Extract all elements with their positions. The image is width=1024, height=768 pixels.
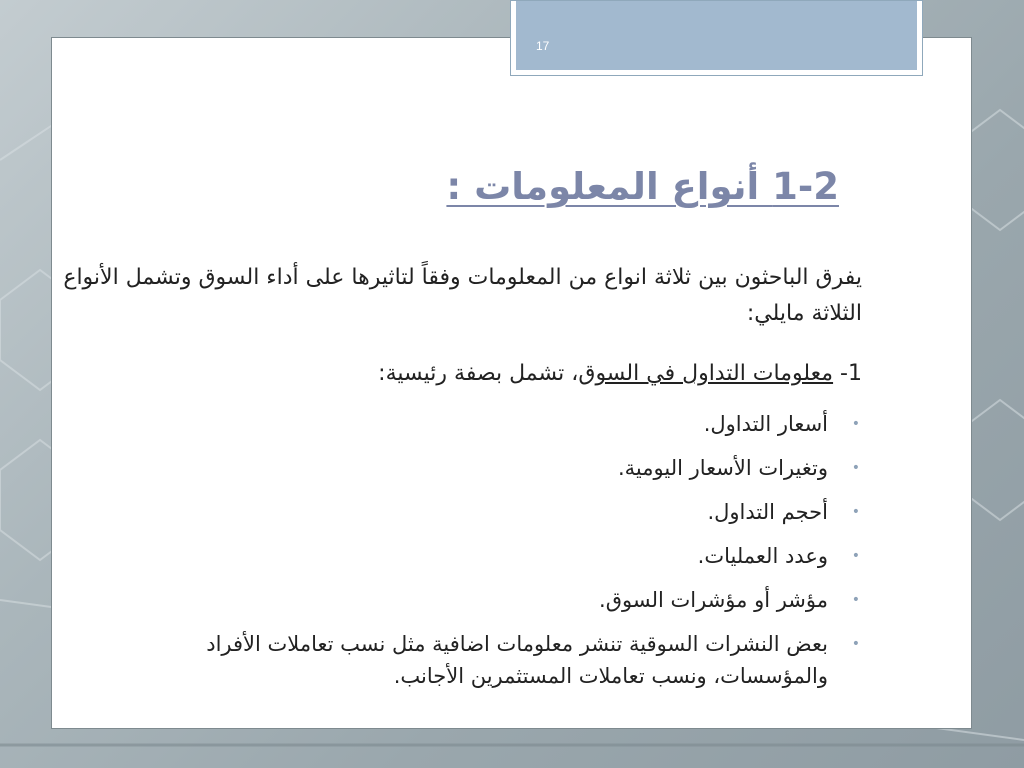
section-prefix: 1- (833, 361, 862, 386)
intro-paragraph: يفرق الباحثون بين ثلاثة انواع من المعلومات وفقاً لتاثيرها على أداء السوق وتشمل الأنواع الثلاثة مايلي: (63, 265, 862, 326)
section-suffix: ، تشمل بصفة رئيسية: (378, 361, 579, 386)
section-heading (378, 356, 862, 392)
list-item: • أحجم التداول. (108, 496, 828, 528)
list-item: • أسعار التداول. (108, 408, 828, 440)
slide-number: 17 (536, 39, 550, 53)
slide-title: 1-2 أنواع المعلومات : (446, 165, 839, 208)
list-item: • وعدد العمليات. (108, 540, 828, 572)
slide-number-box (510, 0, 923, 76)
slide-number-panel (516, 1, 917, 70)
list-item: • مؤشر أو مؤشرات السوق. (108, 584, 828, 616)
bullet-list (108, 408, 828, 704)
slide-canvas (51, 37, 972, 729)
list-item: • وتغيرات الأسعار اليومية. (108, 452, 828, 484)
section-underlined-label: معلومات التداول في السوق (578, 361, 834, 386)
list-item: • بعض النشرات السوقية تنشر معلومات اضافية مثل نسب تعاملات الأفراد والمؤسسات، ونسب تعاملات المستثمرين الأجانب. (108, 628, 828, 692)
